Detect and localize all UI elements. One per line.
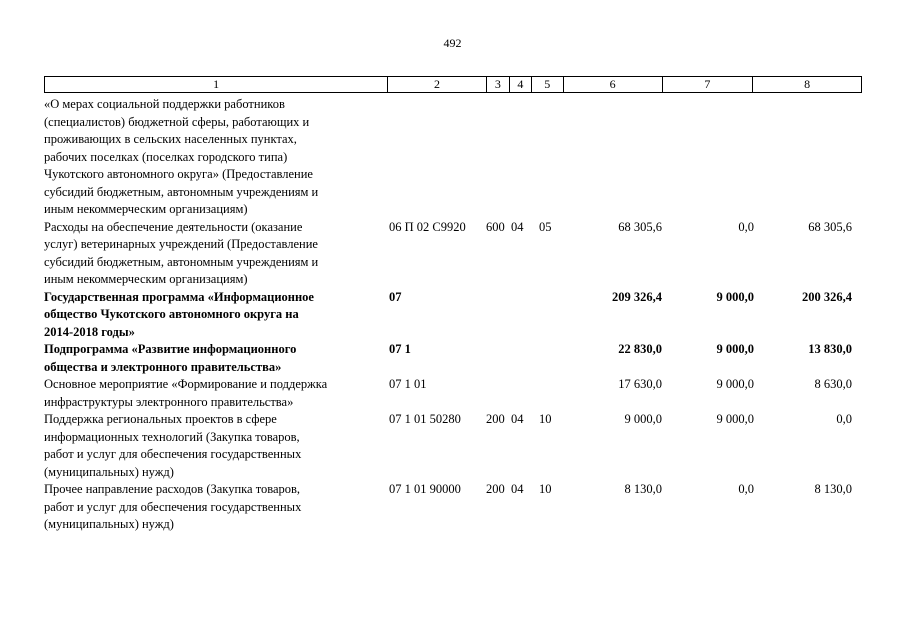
row-name: Подпрограмма «Развитие информационного общества и электронного правительства»: [44, 342, 297, 374]
row-section: 04: [511, 412, 524, 426]
row-group: [486, 96, 511, 219]
row-group: [486, 376, 511, 411]
row-group: 200: [486, 412, 505, 426]
row-value-8: [754, 96, 852, 219]
row-section: [511, 376, 533, 411]
header-col-6: 6: [563, 77, 662, 92]
row-name: Поддержка региональных проектов в сфере информационных технологий (Закупка товаров, работ и услуг для обеспечения государственных (муниципальных) нужд): [44, 412, 302, 479]
header-col-2: 2: [387, 77, 486, 92]
row-section: 04: [511, 219, 524, 234]
row-name: «О мерах социальной поддержки работников (специалистов) бюджетной сферы, работающих и проживающих в сельских населенных пунктах, рабочих поселках (поселках городского типа) Чукотского автономного округа» (Предоставление субсидий бюджетным, автономным учреждениям и иным некоммерческим организациям): [44, 97, 319, 216]
row-name: Государственная программа «Информационное общество Чукотского автономного округа на 2014-2018 годы»: [44, 289, 314, 339]
row-section: 04: [511, 482, 524, 496]
row-value-7: 0,0: [738, 219, 754, 234]
row-subsection: 10: [539, 482, 552, 496]
row-subsection: 10: [539, 412, 552, 426]
row-value-7: 9 000,0: [716, 412, 754, 426]
row-group: 600: [486, 219, 505, 234]
row-section: [511, 341, 533, 376]
row-section: [511, 96, 533, 219]
row-code: 07 1: [389, 342, 411, 356]
row-value-6: 22 830,0: [618, 342, 662, 356]
row-subsection: [533, 96, 565, 219]
table-header: [44, 76, 862, 93]
row-value-6: 68 305,6: [618, 219, 662, 234]
row-value-8: 0,0: [836, 412, 852, 426]
header-col-1: 1: [213, 77, 220, 91]
row-value-7: 9 000,0: [716, 289, 754, 304]
row-group: [486, 289, 511, 342]
header-col-5: 5: [531, 77, 563, 92]
table-row: [44, 96, 864, 219]
row-name: Прочее направление расходов (Закупка товаров, работ и услуг для обеспечения государственных (муниципальных) нужд): [44, 482, 302, 531]
header-col-7: 7: [662, 77, 753, 92]
row-code: [387, 96, 486, 219]
header-col-8: 8: [752, 77, 861, 92]
row-code: 07 1 01 90000: [389, 482, 461, 496]
row-code: 07 1 01 50280: [389, 412, 461, 426]
row-value-8: 200 326,4: [802, 289, 852, 304]
row-value-7: 9 000,0: [716, 377, 754, 391]
row-value-6: 209 326,4: [612, 289, 662, 304]
header-col-3: 3: [486, 77, 509, 92]
row-code: 07 1 01: [389, 377, 427, 391]
row-group: 200: [486, 482, 505, 496]
row-value-6: 17 630,0: [618, 377, 662, 391]
row-group: [486, 341, 511, 376]
row-value-8: 8 630,0: [814, 377, 852, 391]
table-body: [44, 96, 864, 534]
header-col-4: 4: [509, 77, 531, 92]
row-value-8: 8 130,0: [814, 482, 852, 496]
row-subsection: [533, 341, 565, 376]
row-code: 07: [389, 289, 402, 304]
row-subsection: [533, 289, 565, 342]
row-code: 06 П 02 С9920: [389, 219, 466, 234]
row-subsection: 05: [539, 219, 552, 234]
table-row: [44, 289, 864, 342]
row-name: Основное мероприятие «Формирование и поддержка инфраструктуры электронного правительства»: [44, 377, 328, 409]
row-section: [511, 289, 533, 342]
row-value-8: 13 830,0: [808, 342, 852, 356]
row-value-7: [662, 96, 754, 219]
table-row: [44, 411, 864, 481]
table-row: [44, 341, 864, 376]
row-value-7: 0,0: [738, 482, 754, 496]
table-row: [44, 481, 864, 534]
row-name: Расходы на обеспечение деятельности (оказание услуг) ветеринарных учреждений (Предоставление субсидий бюджетным, автономным учреждениям и иным некоммерческим организациям): [44, 219, 319, 286]
page-number: 492: [443, 36, 462, 50]
row-subsection: [533, 376, 565, 411]
row-value-6: 9 000,0: [624, 412, 662, 426]
row-value-6: 8 130,0: [624, 482, 662, 496]
row-value-7: 9 000,0: [716, 342, 754, 356]
table-row: [44, 376, 864, 411]
row-value-6: [565, 96, 662, 219]
table-row: [44, 219, 864, 289]
row-value-8: 68 305,6: [808, 219, 852, 234]
